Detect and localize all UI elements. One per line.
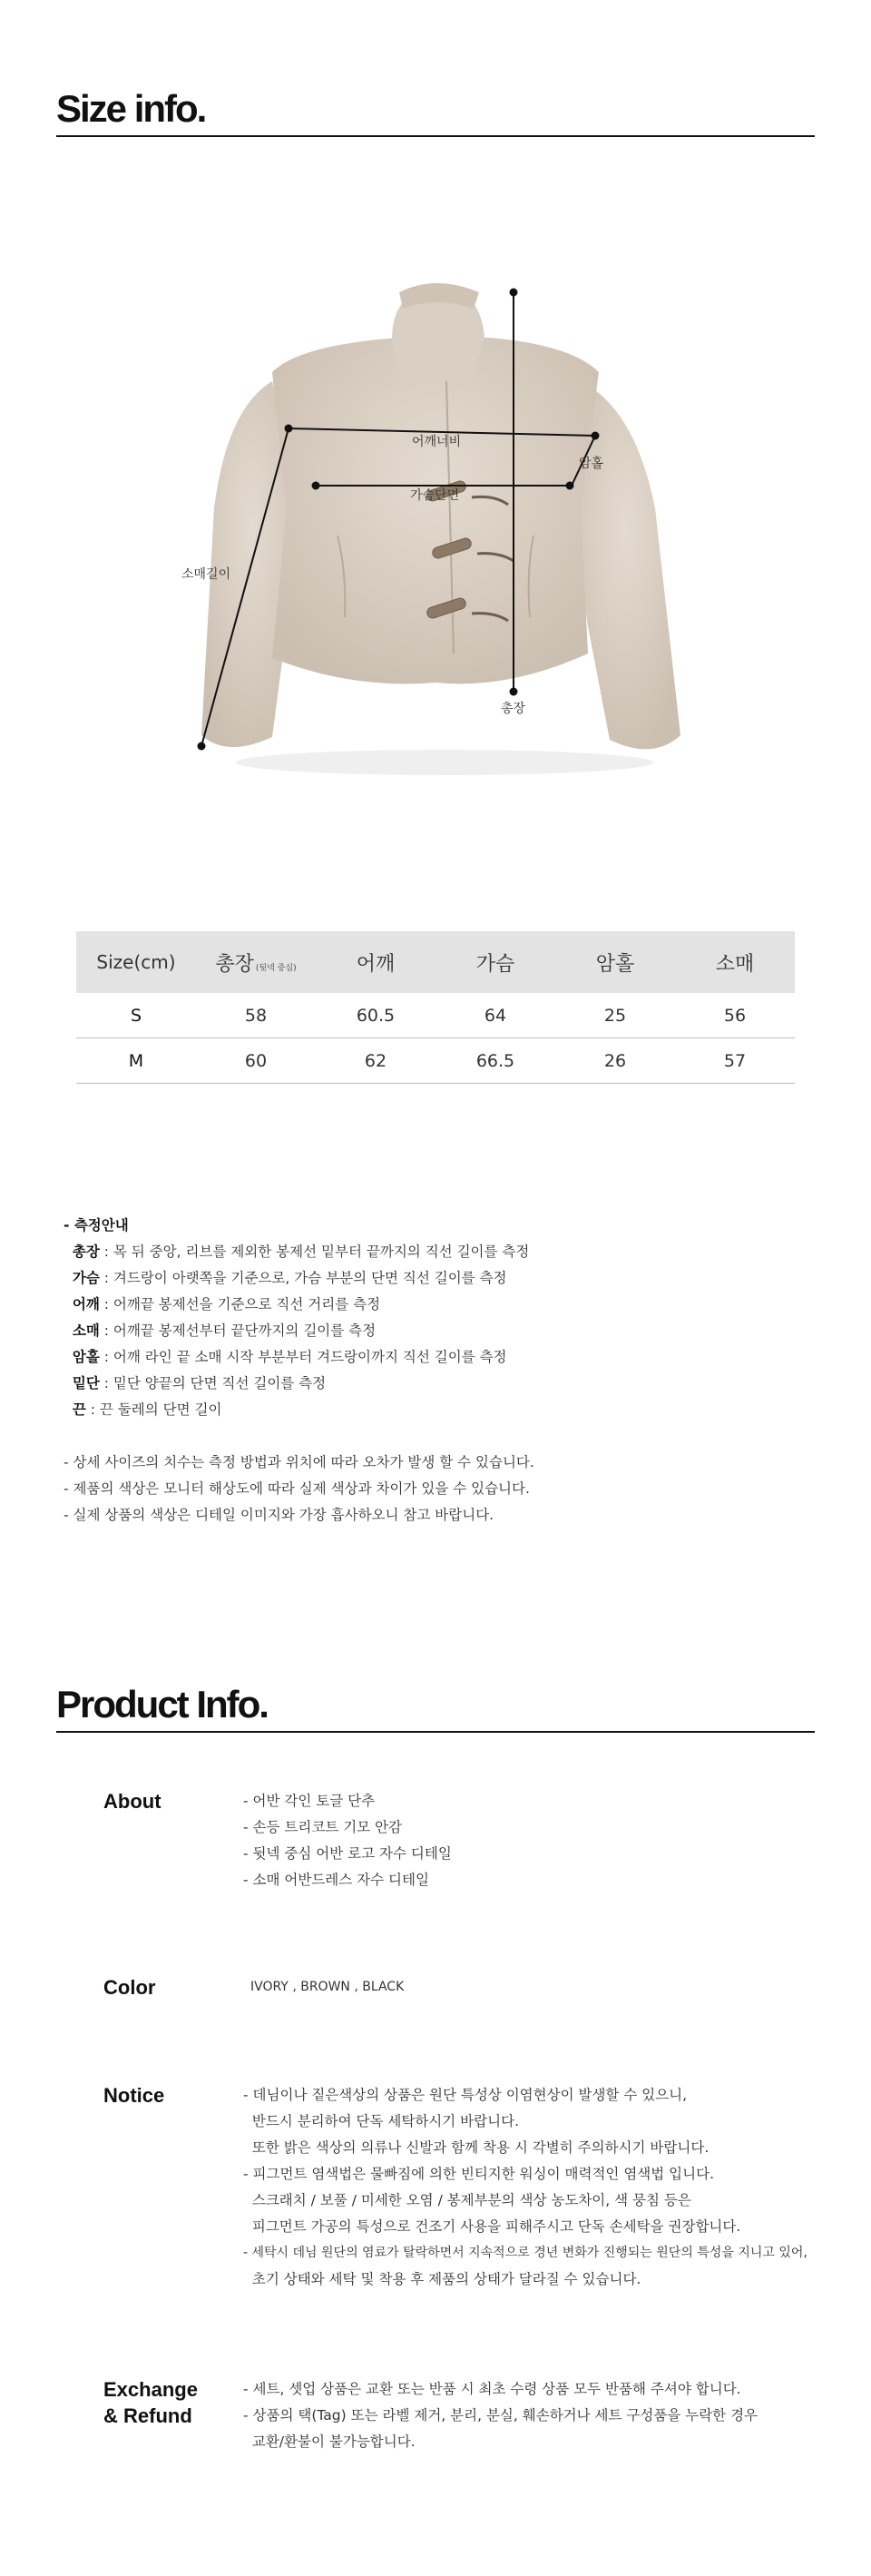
guide-item: 암홀 : 어깨 라인 끝 소매 시작 부분부터 겨드랑이까지 직선 길이를 측정	[72, 1349, 507, 1365]
table-cell: 62	[316, 1038, 436, 1084]
about-line: - 어반 각인 토글 단추	[243, 1793, 376, 1809]
notice-line: 스크래치 / 보풀 / 미세한 오염 / 봉제부분의 색상 농도차이, 색 뭉침 등은	[243, 2192, 691, 2208]
table-cell: 58	[196, 993, 316, 1038]
exchange-refund-label: Exchange & Refund	[103, 2378, 198, 2427]
guide-item: 총장 : 목 뒤 중앙, 리브를 제외한 봉제선 밑부터 끝까지의 직선 길이를 측정	[72, 1244, 530, 1260]
guide-note: - 제품의 색상은 모니터 해상도에 따라 실제 색상과 차이가 있을 수 있습니다.	[64, 1480, 530, 1497]
product-info-title: Product Info.	[56, 1683, 268, 1726]
header-length-note: (뒷넥 중심)	[255, 963, 297, 973]
about-lines	[243, 1788, 452, 1893]
table-cell: 26	[555, 1038, 675, 1084]
table-cell: 57	[675, 1038, 795, 1084]
sleeve-length-label: 소매길이	[181, 567, 231, 582]
about-line: - 뒷넥 중심 어반 로고 자수 디테일	[243, 1845, 452, 1862]
table-cell: 25	[555, 993, 675, 1038]
exchange-line: 교환/환불이 불가능합니다.	[243, 2433, 416, 2450]
notice-lines	[243, 2082, 807, 2293]
header-sleeve: 소매	[675, 931, 795, 993]
table-row	[76, 1038, 795, 1084]
size-cell: S	[76, 993, 196, 1038]
notice-line: 초기 상태와 세탁 및 착용 후 제품의 상태가 달라질 수 있습니다.	[243, 2271, 641, 2287]
guide-note: - 상세 사이즈의 치수는 측정 방법과 위치에 따라 오차가 발생 할 수 있습니다.	[64, 1454, 534, 1470]
guide-note: - 실제 상품의 색상은 디테일 이미지와 가장 흡사하오니 참고 바랍니다.	[64, 1507, 494, 1523]
exchange-lines	[243, 2376, 758, 2455]
total-length-label: 총장	[501, 702, 526, 716]
exchange-line: - 상품의 택(Tag) 또는 라벨 제거, 분리, 분실, 훼손하거나 세트 구성품을 누락한 경우	[243, 2407, 758, 2424]
color-value: IVORY , BROWN , BLACK	[250, 1980, 405, 1994]
guide-item: 가슴 : 겨드랑이 아랫쪽을 기준으로, 가슴 부분의 단면 직선 길이를 측정	[72, 1270, 507, 1286]
header-size: Size(cm)	[76, 931, 196, 993]
jacket-measurement-illustration	[0, 263, 871, 790]
jacket-drawing	[0, 263, 871, 790]
notice-line: - 세탁시 데님 원단의 염료가 탈락하면서 지속적으로 경년 변화가 진행되는 원단의 특성을 지니고 있어,	[243, 2246, 807, 2260]
guide-title: - 측정안내	[64, 1217, 129, 1234]
shoulder-width-label: 어깨너비	[412, 435, 462, 449]
table-cell: 66.5	[436, 1038, 555, 1084]
notice-line: 또한 밝은 색상의 의류나 신발과 함께 착용 시 각별히 주의하시기 바랍니다.	[243, 2139, 710, 2156]
color-label: Color	[103, 1976, 156, 1999]
armhole-label: 암홀	[579, 457, 604, 471]
size-cell: M	[76, 1038, 196, 1084]
notice-line: 피그먼트 가공의 특성으로 건조기 사용을 피해주시고 단독 손세탁을 권장합니다.	[243, 2218, 741, 2235]
notice-label: Notice	[103, 2084, 165, 2107]
table-cell: 56	[675, 993, 795, 1038]
size-table-header	[76, 931, 795, 993]
measurement-guide	[64, 1213, 534, 1529]
product-info-divider	[56, 1731, 815, 1733]
notice-line: - 데님이나 짙은색상의 상품은 원단 특성상 이염현상이 발생할 수 있으니,	[243, 2087, 688, 2103]
about-label: About	[103, 1790, 161, 1813]
notice-line: - 피그먼트 염색법은 물빠짐에 의한 빈티지한 워싱이 매력적인 염색법 입니다.	[243, 2166, 715, 2182]
about-line: - 손등 트리코트 기모 안감	[243, 1819, 403, 1835]
header-length: 총장 (뒷넥 중심)	[196, 931, 316, 993]
header-chest: 가슴	[436, 931, 555, 993]
about-line: - 소매 어반드레스 자수 디테일	[243, 1872, 429, 1888]
guide-item: 끈 : 끈 둘레의 단면 길이	[72, 1401, 222, 1418]
guide-item: 어깨 : 어깨끝 봉제선을 기준으로 직선 거리를 측정	[72, 1296, 381, 1313]
notice-line: 반드시 분리하여 단독 세탁하시기 바랍니다.	[243, 2113, 520, 2129]
chest-width-label: 가슴단면	[410, 488, 460, 503]
title-divider	[56, 135, 815, 137]
table-cell: 64	[436, 993, 555, 1038]
size-info-title: Size info.	[56, 87, 206, 130]
guide-item: 밑단 : 밑단 양끝의 단면 직선 길이를 측정	[72, 1375, 327, 1391]
size-table	[76, 931, 795, 1084]
header-armhole: 암홀	[555, 931, 675, 993]
table-cell: 60.5	[316, 993, 436, 1038]
header-shoulder: 어깨	[316, 931, 436, 993]
jacket-body	[272, 338, 599, 683]
guide-item: 소매 : 어깨끝 봉제선부터 끝단까지의 길이를 측정	[72, 1322, 377, 1339]
table-cell: 60	[196, 1038, 316, 1084]
table-row	[76, 993, 795, 1038]
exchange-line: - 세트, 셋업 상품은 교환 또는 반품 시 최초 수령 상품 모두 반품해 주셔야 합니다.	[243, 2381, 741, 2397]
